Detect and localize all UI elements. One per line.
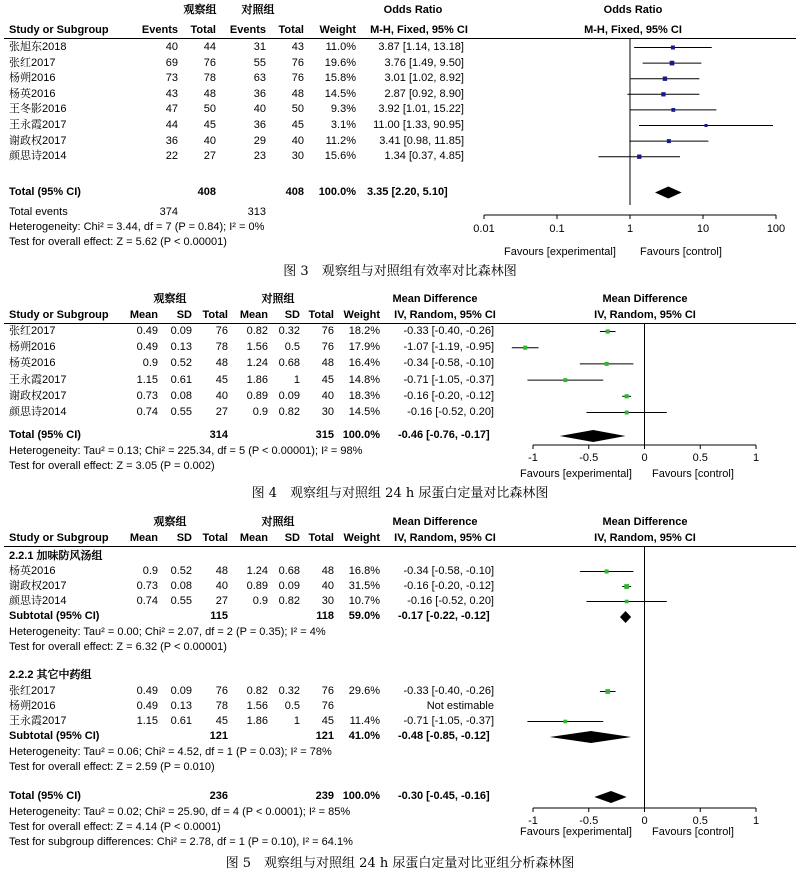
sd-ctl-value: 0.68 bbox=[278, 565, 300, 577]
total-ctl-value: 50 bbox=[291, 103, 304, 116]
sd-ctl-value: 0.09 bbox=[278, 580, 300, 592]
events-ctl-value: 40 bbox=[253, 103, 266, 116]
effect-square bbox=[670, 61, 675, 66]
mean-ctl-value: 0.89 bbox=[246, 580, 268, 592]
events-ctl-value: 36 bbox=[253, 87, 266, 100]
mean-exp-value: 0.49 bbox=[136, 341, 158, 354]
x-tick-label: 0.5 bbox=[692, 815, 708, 827]
total-exp: 408 bbox=[197, 186, 216, 198]
col-sd-exp: SD bbox=[176, 532, 192, 544]
sd-ctl-value: 0.32 bbox=[278, 325, 300, 337]
subgroup-1-heterogeneity: Heterogeneity: Tau² = 0.00; Chi² = 2.07, df = 2 (P = 0.35); I² = 4% bbox=[9, 626, 326, 638]
total-ctl-value: 76 bbox=[321, 325, 334, 337]
subgroup-1-label: 2.2.1 加味防风汤组 bbox=[9, 550, 103, 562]
events-exp: 374 bbox=[159, 206, 178, 218]
study-name: 杨英2016 bbox=[9, 87, 56, 100]
overall-effect: Test for overall effect: Z = 3.05 (P = 0.002) bbox=[9, 460, 215, 472]
ci-value: -0.33 [-0.40, -0.26] bbox=[403, 325, 494, 337]
total-exp: 314 bbox=[209, 429, 228, 441]
total-exp-value: 45 bbox=[203, 119, 216, 131]
events-ctl-value: 29 bbox=[253, 134, 266, 147]
study-name: 谢政权2017 bbox=[9, 389, 67, 402]
col-mean-ctl: Mean bbox=[239, 532, 268, 544]
forest-plot-5 bbox=[0, 512, 800, 880]
total-ci: -0.46 [-0.76, -0.17] bbox=[398, 429, 490, 441]
col-total-exp: Total bbox=[202, 309, 228, 321]
col-mean-exp: Mean bbox=[129, 532, 158, 544]
total-ctl-value: 30 bbox=[291, 150, 304, 163]
study-name: 张红2017 bbox=[9, 56, 56, 69]
total-ctl: 315 bbox=[315, 429, 334, 441]
col-sd-exp: SD bbox=[176, 309, 192, 321]
col-weight: Weight bbox=[319, 24, 356, 36]
ci-value: 3.01 [1.02, 8.92] bbox=[384, 72, 464, 85]
mean-ctl-value: 1.56 bbox=[246, 700, 268, 712]
total-ctl-value: 76 bbox=[291, 72, 304, 85]
total-weight: 100.0% bbox=[342, 429, 380, 441]
sd-ctl-value: 0.82 bbox=[278, 595, 300, 607]
total-exp-value: 27 bbox=[215, 406, 228, 418]
sd-exp-value: 0.09 bbox=[170, 685, 192, 697]
group-exp-header: 观察组 bbox=[183, 4, 217, 16]
x-tick-label: 0.01 bbox=[473, 223, 495, 235]
col-weight: Weight bbox=[343, 309, 380, 321]
study-name: 颜思诗2014 bbox=[9, 150, 67, 163]
total-exp-value: 48 bbox=[203, 87, 216, 100]
col-total-ctl: Total bbox=[308, 309, 334, 321]
subgroup-1-test: Test for overall effect: Z = 6.32 (P < 0.00001) bbox=[9, 641, 227, 653]
ci-value: Not estimable bbox=[426, 700, 494, 712]
figure-5 bbox=[0, 512, 800, 880]
weight-value: 3.1% bbox=[330, 119, 356, 131]
sd-ctl-value: 1 bbox=[293, 715, 300, 727]
total-label: Total (95% CI) bbox=[9, 186, 81, 198]
group-ctl-header: 对照组 bbox=[241, 4, 275, 16]
mean-exp-value: 0.9 bbox=[142, 565, 158, 577]
col-total-exp: Total bbox=[190, 24, 216, 36]
total-exp-value: 48 bbox=[215, 357, 228, 370]
effect-square bbox=[563, 720, 567, 724]
figure-3 bbox=[0, 0, 800, 285]
forest-plot-3 bbox=[0, 0, 800, 285]
forest-plot-4 bbox=[0, 290, 800, 515]
total-exp-value: 78 bbox=[215, 341, 228, 354]
weight-value: 9.3% bbox=[330, 103, 356, 116]
weight-value: 14.8% bbox=[348, 373, 380, 386]
mean-ctl-value: 0.82 bbox=[246, 325, 268, 337]
events-exp-value: 73 bbox=[165, 72, 178, 85]
mean-ctl-value: 1.86 bbox=[246, 715, 268, 727]
weight-value: 15.6% bbox=[324, 150, 356, 163]
sd-ctl-value: 0.09 bbox=[278, 389, 300, 402]
events-label: Total events bbox=[9, 206, 68, 218]
effect-square bbox=[663, 77, 667, 81]
total-exp-value: 76 bbox=[203, 56, 216, 69]
total-ctl-value: 40 bbox=[321, 580, 334, 592]
favours-exp: Favours [experimental] bbox=[520, 468, 632, 480]
weight-value: 11.0% bbox=[325, 41, 356, 53]
effect-square bbox=[605, 689, 610, 694]
study-name: 张红2017 bbox=[9, 325, 56, 337]
md-plot-header: Mean Difference bbox=[602, 516, 688, 528]
study-name: 王冬影2016 bbox=[9, 103, 67, 116]
effect-square bbox=[625, 411, 629, 415]
study-name: 杨朔2016 bbox=[9, 700, 56, 712]
mean-exp-value: 0.49 bbox=[136, 325, 158, 337]
total-ctl: 408 bbox=[285, 186, 304, 198]
study-name: 王永霞2017 bbox=[9, 373, 67, 386]
mean-exp-value: 0.73 bbox=[136, 580, 158, 592]
x-tick-label: 0.1 bbox=[549, 223, 565, 235]
events-ctl-value: 31 bbox=[253, 41, 266, 53]
subtotal-2-ctl: 121 bbox=[315, 730, 334, 742]
total-ctl-value: 40 bbox=[291, 134, 304, 147]
x-tick-label: 10 bbox=[696, 223, 710, 235]
sd-exp-value: 0.55 bbox=[170, 595, 192, 607]
weight-value: 16.4% bbox=[348, 357, 380, 370]
heterogeneity: Heterogeneity: Chi² = 3.44, df = 7 (P = 0.84); I² = 0% bbox=[9, 221, 265, 233]
weight-value: 17.9% bbox=[348, 341, 380, 354]
effect-square bbox=[667, 139, 671, 143]
col-method-plot: IV, Random, 95% CI bbox=[594, 532, 696, 544]
weight-value: 29.6% bbox=[348, 685, 380, 697]
mean-ctl-value: 1.24 bbox=[246, 357, 268, 370]
x-tick-label: -1 bbox=[528, 815, 538, 827]
sd-ctl-value: 1 bbox=[293, 373, 300, 386]
ci-value: -0.71 [-1.05, -0.37] bbox=[403, 373, 494, 386]
x-tick-label: -1 bbox=[528, 452, 538, 464]
subtotal-1-ctl: 118 bbox=[316, 610, 334, 622]
study-name: 王永霞2017 bbox=[9, 715, 67, 727]
effect-square bbox=[606, 329, 610, 333]
mean-ctl-value: 1.86 bbox=[246, 373, 268, 386]
overall-effect: Test for overall effect: Z = 5.62 (P < 0.00001) bbox=[9, 236, 227, 248]
weight-value: 31.5% bbox=[348, 580, 380, 592]
total-exp-value: 40 bbox=[215, 389, 228, 402]
sd-exp-value: 0.08 bbox=[170, 580, 192, 592]
subtotal-2-weight: 41.0% bbox=[348, 730, 380, 742]
md-plot-header: Mean Difference bbox=[602, 293, 688, 305]
study-name: 谢政权2017 bbox=[9, 134, 67, 147]
group-ctl-header: 对照组 bbox=[261, 516, 295, 528]
events-ctl-value: 36 bbox=[253, 119, 266, 131]
sd-ctl-value: 0.82 bbox=[278, 406, 300, 418]
study-name: 王永霞2017 bbox=[9, 119, 67, 131]
total-weight: 100.0% bbox=[342, 790, 380, 802]
x-tick-label: 0.5 bbox=[692, 452, 708, 464]
total-ctl-value: 45 bbox=[321, 373, 334, 386]
ci-value: -0.34 [-0.58, -0.10] bbox=[403, 357, 494, 370]
ci-value: 1.34 [0.37, 4.85] bbox=[384, 150, 464, 163]
total-label: Total (95% CI) bbox=[9, 429, 81, 441]
total-ci: 3.35 [2.20, 5.10] bbox=[367, 186, 448, 198]
sd-exp-value: 0.13 bbox=[170, 341, 192, 354]
total-exp-value: 44 bbox=[203, 41, 216, 53]
x-tick-label: -0.5 bbox=[579, 452, 599, 464]
ci-value: -1.07 [-1.19, -0.95] bbox=[403, 341, 494, 354]
total-exp-value: 76 bbox=[215, 685, 228, 697]
figure-caption: 图 5 观察组与对照组 24 h 尿蛋白定量对比亚组分析森林图 bbox=[225, 856, 575, 871]
events-ctl: 313 bbox=[247, 206, 266, 218]
total-ctl-value: 45 bbox=[321, 715, 334, 727]
col-events-ctl: Events bbox=[229, 24, 266, 36]
weight-value: 14.5% bbox=[324, 87, 356, 100]
x-tick-label: 1 bbox=[626, 223, 634, 235]
col-weight: Weight bbox=[343, 532, 380, 544]
col-total-ctl: Total bbox=[308, 532, 334, 544]
study-name: 杨英2016 bbox=[9, 357, 56, 370]
sd-ctl-value: 0.5 bbox=[284, 341, 300, 354]
group-ctl-header: 对照组 bbox=[261, 293, 295, 305]
col-total-exp: Total bbox=[202, 532, 228, 544]
favours-exp: Favours [experimental] bbox=[504, 246, 616, 258]
events-exp-value: 47 bbox=[165, 103, 178, 116]
x-tick-label: 100 bbox=[766, 223, 786, 235]
study-name: 杨朔2016 bbox=[9, 72, 56, 85]
total-ctl-value: 48 bbox=[321, 565, 334, 577]
total-ctl-value: 76 bbox=[321, 685, 334, 697]
x-tick-label: 1 bbox=[752, 815, 760, 827]
col-sd-ctl: SD bbox=[284, 309, 300, 321]
total-ctl-value: 45 bbox=[291, 119, 304, 131]
subtotal-2-label: Subtotal (95% CI) bbox=[9, 730, 100, 742]
total-weight: 100.0% bbox=[318, 186, 356, 198]
events-exp-value: 36 bbox=[165, 134, 178, 147]
ci-value: 3.87 [1.14, 13.18] bbox=[378, 41, 464, 53]
study-name: 张旭东2018 bbox=[9, 41, 67, 53]
sd-ctl-value: 0.68 bbox=[278, 357, 300, 370]
subtotal-1-exp: 115 bbox=[210, 610, 228, 622]
ci-value: -0.33 [-0.40, -0.26] bbox=[403, 685, 494, 697]
mean-ctl-value: 0.89 bbox=[246, 389, 268, 402]
x-tick-label: 0 bbox=[641, 452, 648, 464]
subgroup-2-heterogeneity: Heterogeneity: Tau² = 0.06; Chi² = 4.52, df = 1 (P = 0.03); I² = 78% bbox=[9, 746, 332, 758]
pooled-diamond bbox=[594, 791, 626, 803]
col-study: Study or Subgroup bbox=[9, 24, 109, 36]
ci-value: 3.76 [1.49, 9.50] bbox=[384, 56, 464, 69]
favours-exp: Favours [experimental] bbox=[520, 826, 632, 838]
ci-value: -0.16 [-0.52, 0.20] bbox=[407, 406, 494, 418]
md-header: Mean Difference bbox=[392, 293, 478, 305]
total-ci: -0.30 [-0.45, -0.16] bbox=[398, 790, 490, 802]
mean-exp-value: 0.9 bbox=[142, 357, 158, 370]
sd-exp-value: 0.61 bbox=[170, 715, 192, 727]
mean-exp-value: 0.49 bbox=[136, 685, 158, 697]
mean-exp-value: 0.74 bbox=[136, 595, 158, 607]
total-exp-value: 78 bbox=[203, 72, 216, 85]
col-method-plot: M-H, Fixed, 95% CI bbox=[584, 24, 682, 36]
total-exp-value: 76 bbox=[215, 325, 228, 337]
subtotal-2-ci: -0.48 [-0.85, -0.12] bbox=[398, 730, 490, 742]
mean-exp-value: 0.73 bbox=[136, 389, 158, 402]
mean-exp-value: 0.49 bbox=[136, 700, 158, 712]
events-exp-value: 22 bbox=[165, 150, 178, 163]
mean-exp-value: 1.15 bbox=[136, 373, 158, 386]
group-exp-header: 观察组 bbox=[153, 516, 187, 528]
mean-ctl-value: 1.24 bbox=[246, 565, 268, 577]
weight-value: 18.2% bbox=[348, 325, 380, 337]
total-exp-value: 78 bbox=[215, 700, 228, 712]
col-method-plot: IV, Random, 95% CI bbox=[594, 309, 696, 321]
md-header: Mean Difference bbox=[392, 516, 478, 528]
mean-exp-value: 0.74 bbox=[136, 406, 158, 418]
ci-value: -0.16 [-0.20, -0.12] bbox=[403, 389, 494, 402]
study-name: 颜思诗2014 bbox=[9, 595, 67, 607]
total-exp-value: 45 bbox=[215, 373, 228, 386]
pooled-diamond bbox=[560, 430, 626, 442]
x-tick-label: 0 bbox=[641, 815, 648, 827]
weight-value: 19.6% bbox=[324, 56, 356, 69]
group-exp-header: 观察组 bbox=[153, 293, 187, 305]
weight-value: 10.7% bbox=[348, 595, 380, 607]
figure-caption: 图 4 观察组与对照组 24 h 尿蛋白定量对比森林图 bbox=[251, 486, 549, 501]
col-study: Study or Subgroup bbox=[9, 532, 109, 544]
ci-value: 11.00 [1.33, 90.95] bbox=[373, 119, 464, 131]
total-ctl-value: 48 bbox=[291, 87, 304, 100]
overall-effect: Test for overall effect: Z = 4.14 (P < 0.0001) bbox=[9, 821, 221, 833]
events-ctl-value: 23 bbox=[253, 150, 266, 163]
x-tick-label: -0.5 bbox=[579, 815, 599, 827]
mean-ctl-value: 1.56 bbox=[246, 341, 268, 354]
study-name: 张红2017 bbox=[9, 685, 56, 697]
col-events-exp: Events bbox=[141, 24, 178, 36]
ci-value: 3.92 [1.01, 15.22] bbox=[378, 103, 464, 116]
sd-exp-value: 0.52 bbox=[170, 357, 192, 370]
study-name: 颜思诗2014 bbox=[9, 406, 67, 418]
weight-value: 16.8% bbox=[348, 565, 380, 577]
events-ctl-value: 63 bbox=[253, 72, 266, 85]
total-ctl-value: 76 bbox=[321, 341, 334, 354]
total-exp-value: 27 bbox=[203, 150, 216, 163]
total-ctl-value: 76 bbox=[321, 700, 334, 712]
total-ctl-value: 43 bbox=[291, 41, 304, 53]
sd-exp-value: 0.09 bbox=[170, 325, 192, 337]
total-label: Total (95% CI) bbox=[9, 790, 81, 802]
effect-square bbox=[637, 155, 641, 159]
total-ctl-value: 48 bbox=[321, 357, 334, 370]
mean-ctl-value: 0.9 bbox=[252, 406, 268, 418]
study-name: 杨朔2016 bbox=[9, 341, 56, 354]
effect-square bbox=[625, 394, 629, 398]
total-exp-value: 40 bbox=[203, 134, 216, 147]
col-method: M-H, Fixed, 95% CI bbox=[370, 24, 468, 36]
sd-ctl-value: 0.32 bbox=[278, 685, 300, 697]
total-exp-value: 45 bbox=[215, 715, 228, 727]
mean-exp-value: 1.15 bbox=[136, 715, 158, 727]
sd-exp-value: 0.61 bbox=[170, 373, 192, 386]
pooled-diamond bbox=[655, 187, 682, 199]
effect-square bbox=[704, 124, 707, 127]
col-sd-ctl: SD bbox=[284, 532, 300, 544]
figure-caption: 图 3 观察组与对照组有效率对比森林图 bbox=[283, 264, 517, 279]
mean-ctl-value: 0.82 bbox=[246, 685, 268, 697]
subtotal-1-label: Subtotal (95% CI) bbox=[9, 610, 100, 622]
events-exp-value: 40 bbox=[165, 41, 178, 53]
subgroup-2-label: 2.2.2 其它中药组 bbox=[9, 669, 92, 681]
events-exp-value: 69 bbox=[165, 56, 178, 69]
events-exp-value: 43 bbox=[165, 87, 178, 100]
total-exp-value: 50 bbox=[203, 103, 216, 116]
weight-value: 11.2% bbox=[325, 134, 356, 147]
col-method: IV, Random, 95% CI bbox=[394, 532, 496, 544]
subtotal-1-ci: -0.17 [-0.22, -0.12] bbox=[398, 610, 490, 622]
mean-ctl-value: 0.9 bbox=[252, 595, 268, 607]
favours-ctl: Favours [control] bbox=[652, 826, 734, 838]
events-ctl-value: 55 bbox=[253, 56, 266, 69]
ci-value: -0.34 [-0.58, -0.10] bbox=[403, 565, 494, 577]
sd-ctl-value: 0.5 bbox=[284, 700, 300, 712]
effect-square bbox=[605, 362, 609, 366]
or-plot-header: Odds Ratio bbox=[603, 4, 663, 16]
effect-square bbox=[671, 46, 675, 50]
study-name: 杨英2016 bbox=[9, 565, 56, 577]
total-exp: 236 bbox=[209, 790, 228, 802]
effect-square bbox=[624, 584, 629, 589]
total-exp-value: 27 bbox=[215, 595, 228, 607]
x-tick-label: 1 bbox=[752, 452, 760, 464]
favours-ctl: Favours [control] bbox=[640, 246, 722, 258]
total-ctl: 239 bbox=[315, 790, 334, 802]
subtotal-1-weight: 59.0% bbox=[348, 610, 380, 622]
total-ctl-value: 40 bbox=[321, 389, 334, 402]
events-exp-value: 44 bbox=[165, 119, 178, 131]
sd-exp-value: 0.52 bbox=[170, 565, 192, 577]
weight-value: 15.8% bbox=[324, 72, 356, 85]
effect-square bbox=[671, 108, 675, 112]
total-ctl-value: 30 bbox=[321, 595, 334, 607]
effect-square bbox=[523, 346, 527, 350]
col-mean-ctl: Mean bbox=[239, 309, 268, 321]
effect-square bbox=[605, 569, 609, 573]
favours-ctl: Favours [control] bbox=[652, 468, 734, 480]
total-ctl-value: 76 bbox=[291, 56, 304, 69]
pooled-diamond bbox=[620, 611, 631, 623]
subgroup-differences: Test for subgroup differences: Chi² = 2.78, df = 1 (P = 0.10), I² = 64.1% bbox=[9, 836, 353, 848]
or-header: Odds Ratio bbox=[383, 4, 443, 16]
effect-square bbox=[661, 92, 665, 96]
figure-4 bbox=[0, 290, 800, 515]
sd-exp-value: 0.13 bbox=[170, 700, 192, 712]
ci-value: -0.16 [-0.20, -0.12] bbox=[403, 580, 494, 592]
study-name: 谢政权2017 bbox=[9, 580, 67, 592]
col-total-ctl: Total bbox=[278, 24, 304, 36]
sd-exp-value: 0.08 bbox=[170, 389, 192, 402]
subgroup-2-test: Test for overall effect: Z = 2.59 (P = 0.010) bbox=[9, 761, 215, 773]
subtotal-2-exp: 121 bbox=[209, 730, 228, 742]
col-study: Study or Subgroup bbox=[9, 309, 109, 321]
total-exp-value: 40 bbox=[215, 580, 228, 592]
effect-square bbox=[563, 378, 567, 382]
total-exp-value: 48 bbox=[215, 565, 228, 577]
heterogeneity: Heterogeneity: Tau² = 0.13; Chi² = 225.34, df = 5 (P < 0.00001); I² = 98% bbox=[9, 445, 363, 457]
ci-value: 3.41 [0.98, 11.85] bbox=[379, 134, 464, 147]
ci-value: -0.16 [-0.52, 0.20] bbox=[407, 595, 494, 607]
ci-value: -0.71 [-1.05, -0.37] bbox=[403, 715, 494, 727]
col-mean-exp: Mean bbox=[129, 309, 158, 321]
weight-value: 14.5% bbox=[348, 406, 380, 418]
ci-value: 2.87 [0.92, 8.90] bbox=[384, 87, 464, 100]
weight-value: 11.4% bbox=[349, 715, 380, 727]
pooled-diamond bbox=[550, 731, 631, 743]
weight-value: 18.3% bbox=[348, 389, 380, 402]
total-ctl-value: 30 bbox=[321, 406, 334, 418]
col-method: IV, Random, 95% CI bbox=[394, 309, 496, 321]
heterogeneity: Heterogeneity: Tau² = 0.02; Chi² = 25.90, df = 4 (P < 0.0001); I² = 85% bbox=[9, 806, 351, 818]
effect-square bbox=[625, 600, 629, 604]
sd-exp-value: 0.55 bbox=[170, 406, 192, 418]
